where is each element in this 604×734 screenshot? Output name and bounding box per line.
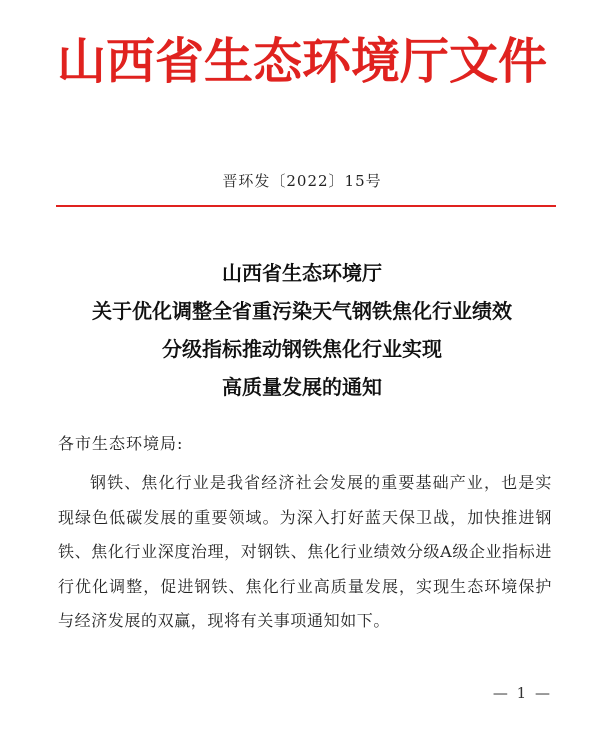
body-paragraph: 钢铁、焦化行业是我省经济社会发展的重要基础产业，也是实现绿色低碳发展的重要领域。为深入打好蓝天保卫战，加快推进钢铁、焦化行业深度治理，对钢铁、焦化行业绩效分级A级企业指标进行优化调整，促进钢铁、焦化行业高质量发展，实现生态环境保护与经济发展的双赢，现将有关事项通知如下。 [58,473,552,630]
title-line: 关于优化调整全省重污染天气钢铁焦化行业绩效 [92,299,512,323]
title-line: 高质量发展的通知 [222,375,382,399]
document-header-title: 山西省生态环境厅文件 [56,32,547,90]
document-number: 晋环发〔2022〕15号 [222,172,382,190]
salutation: 各市生态环境局: [58,434,184,453]
page-number: — 1 — [492,684,552,702]
header-divider [56,205,556,207]
notice-title [0,254,604,406]
title-line: 分级指标推动钢铁焦化行业实现 [162,337,442,361]
title-line-issuer: 山西省生态环境厅 [222,261,382,285]
